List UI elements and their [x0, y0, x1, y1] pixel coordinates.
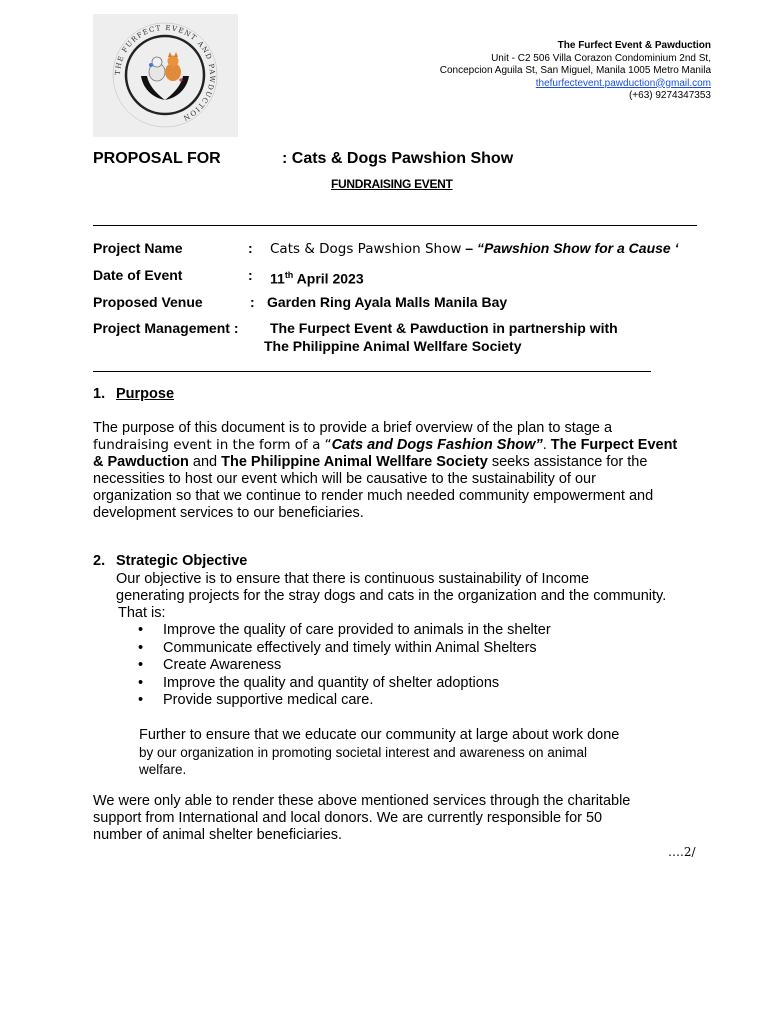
date-day: 11 — [270, 270, 285, 287]
email-link[interactable]: thefurfectevent.pawduction@gmail.com — [535, 77, 711, 89]
further-paragraph — [139, 727, 699, 778]
further-line: welfare. — [139, 762, 187, 777]
purpose-text: and — [188, 454, 222, 470]
section-number: 1. — [93, 386, 106, 402]
company-info — [440, 40, 711, 103]
divider — [93, 225, 697, 226]
objective-line: That is: — [118, 605, 166, 621]
phone-number: (+63) 9274347353 — [628, 90, 711, 101]
venue-label: Proposed Venue — [93, 294, 203, 310]
further-line: Further to ensure that we educate our community at large about work done — [139, 727, 620, 743]
colon: : — [248, 240, 253, 256]
purpose-line: The purpose of this document is to provide a brief overview of the plan to stage a — [93, 420, 613, 436]
project-name-value: Cats & Dogs Pawshion Show — [270, 241, 462, 257]
partner-name: The Philippine Animal Wellfare Society — [221, 454, 488, 470]
address-line-1: Unit - C2 506 Villa Corazon Condominium 2nd St, — [491, 52, 711, 64]
management-line-2: The Philippine Animal Wellfare Society — [264, 338, 522, 354]
section-title: Strategic Objective — [116, 553, 248, 569]
org-name: & Pawduction — [93, 454, 189, 470]
purpose-paragraph — [93, 420, 713, 522]
colon: : — [248, 267, 253, 283]
event-name: Cats and Dogs Fashion Show” — [331, 437, 543, 453]
project-tagline: “Pawshion Show for a Cause ‘ — [476, 240, 679, 256]
closing-line: We were only able to render these above mentioned services through the charitable — [93, 793, 631, 809]
dash: – — [461, 240, 477, 256]
closing-line: support from International and local donors. We are currently responsible for 50 — [93, 810, 603, 826]
org-name: The Furpect Event — [550, 437, 678, 453]
date-suffix: th — [284, 270, 294, 280]
logo-ring-text: THE FURFECT EVENT AND PAWDUCTION — [113, 23, 217, 123]
proposal-subtitle: FUNDRAISING EVENT — [331, 177, 453, 191]
logo-emblem-icon — [93, 14, 238, 137]
purpose-line: organization so that we continue to render much needed community empowerment and — [93, 488, 654, 504]
objective-paragraph — [116, 571, 716, 622]
management-label: Project Management : — [93, 320, 239, 336]
objective-line: Our objective is to ensure that there is continuous sustainability of Income — [116, 571, 590, 587]
divider — [93, 371, 651, 372]
list-item: • Improve the quality of care provided to animals in the shelter — [138, 622, 551, 640]
proposal-title — [93, 150, 514, 168]
list-item: • Create Awareness — [138, 657, 551, 675]
closing-line: number of animal shelter beneficiaries. — [93, 827, 343, 843]
venue-value: Garden Ring Ayala Malls Manila Bay — [267, 294, 508, 310]
objective-line: generating projects for the stray dogs and cats in the organization and the community. — [116, 588, 667, 604]
objective-heading — [93, 553, 248, 569]
management-line-1: The Furpect Event & Pawduction in partnership with — [270, 320, 618, 336]
purpose-heading — [93, 386, 175, 402]
company-logo — [93, 14, 238, 137]
closing-paragraph — [93, 793, 713, 844]
objective-list — [138, 622, 551, 710]
colon: : — [250, 294, 255, 310]
purpose-line: necessities to host our event which will be causative to the sustainability of our — [93, 471, 596, 487]
further-line: by our organization in promoting societal interest and awareness on animal — [139, 745, 588, 760]
list-item: • Communicate effectively and timely within Animal Shelters — [138, 640, 551, 658]
date-rest: April 2023 — [293, 270, 364, 287]
list-item: • Provide supportive medical care. — [138, 692, 551, 710]
proposal-name: : Cats & Dogs Pawshion Show — [282, 150, 514, 167]
project-name-label: Project Name — [93, 240, 183, 256]
purpose-text: fundraising event in the form of a “ — [93, 437, 332, 453]
purpose-text: . — [542, 437, 551, 453]
section-number: 2. — [93, 553, 106, 569]
purpose-text: seeks assistance for the — [487, 454, 648, 470]
proposal-prefix: PROPOSAL FOR — [93, 150, 221, 167]
purpose-line: development services to our beneficiaries. — [93, 505, 364, 521]
date-label: Date of Event — [93, 267, 183, 283]
page-marker: ….2/ — [668, 845, 696, 859]
section-title: Purpose — [116, 386, 175, 402]
address-line-2: Concepcion Aguila St, San Miguel, Manila 1005 Metro Manila — [439, 65, 711, 76]
list-item: • Improve the quality and quantity of shelter adoptions — [138, 675, 551, 693]
company-name: The Furfect Event & Pawduction — [557, 40, 711, 51]
